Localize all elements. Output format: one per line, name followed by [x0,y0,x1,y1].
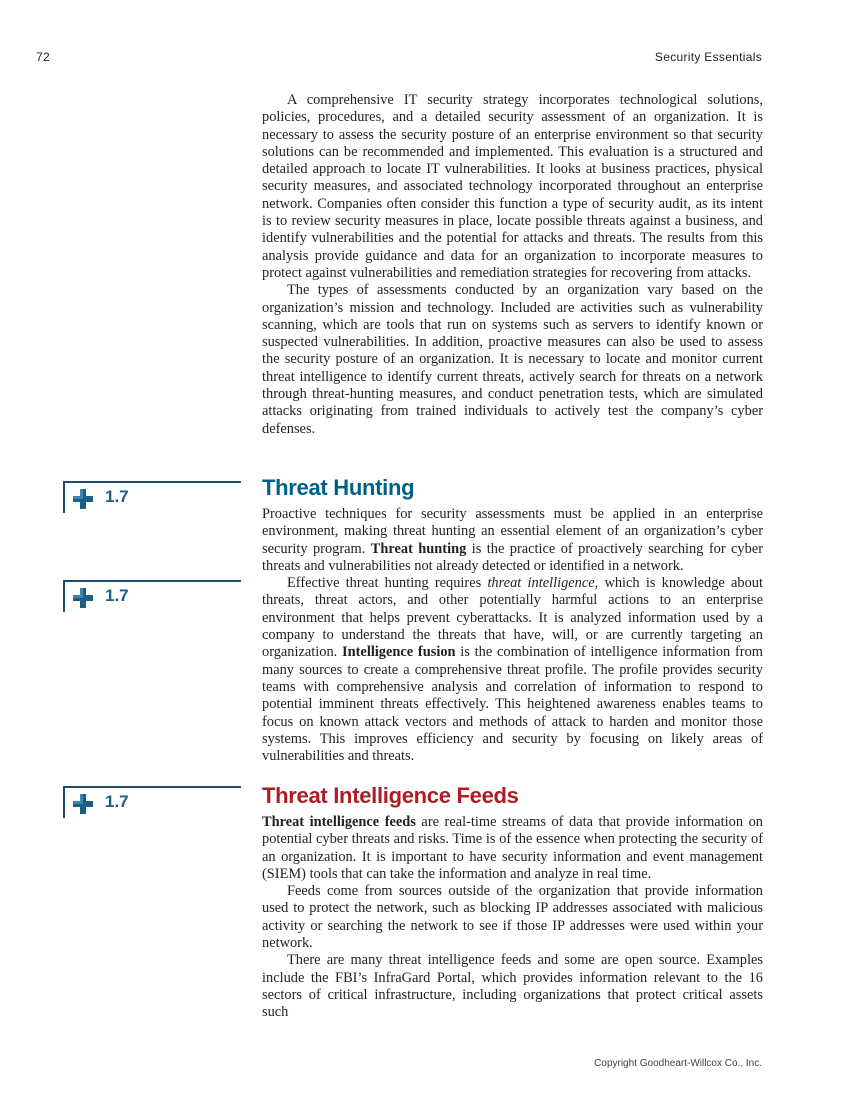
text: Feeds come from sources outside of the organization that provide information used to protect the network, such as blocking IP addresses associated with malicious activity or searching the network to see if those IP addresses were used within your network. [262,883,763,952]
objective-marker [63,580,241,612]
text: , which is knowledge about threats, threat actors, and other potentially harmful actions to an enterprise environment that helps prevent cyberattacks. It is analyzed information used by a company to understand the threats that have, will, or are currently targeting an organization. [262,575,763,661]
intro-text [262,92,763,438]
paragraph [262,575,763,765]
text: are real-time streams of data that provide information on potential cyber threats and risks. Time is of the essence when protecting the security of an organization. It is important to have security information and event management (SIEM) tools that can take the information and analyze in real time. [262,814,763,882]
text: The types of assessments conducted by an organization vary based on the organization’s mission and technology. Included are activities such as vulnerability scanning, which are tools that run on systems such as servers to identify known or suspected vulnerabilities. In addition, proactive measures can also be used to assess the security posture of an organization. It is necessary to locate and monitor current threat intelligence to identify current threats, actively search for threats on a network through threat-hunting measures, and conduct penetration tests, which are simulated attacks originating from trained individuals to actively test the company’s cyber defenses. [262,282,763,437]
objective-label: 1.7 [105,792,129,811]
plus-icon [73,489,93,509]
key-term: Intelligence fusion [342,644,456,661]
objective-label: 1.7 [105,586,129,605]
section-threat-hunting [262,474,763,765]
running-head: Security Essentials [654,50,762,64]
copyright: Copyright Goodheart-Willcox Co., Inc. [594,1058,762,1069]
text: A comprehensive IT security strategy incorporates technological solutions, policies, procedures, and a detailed security assessment of an organization. It is necessary to assess the security posture of an enterprise environment so that security solutions can be recommended and implemented. This evaluation is a structured and detailed approach to locate IT vulnerabilities. It looks at business practices, physical security measures, and associated technology incorporated throughout an enterprise network. Companies often consider this function a type of security audit, as its intent is to review security measures in place, locate possible threats against a business, and identify vulnerabilities and the potential for attacks and threats. The results from this analysis provide guidance and data for an organization to incorporate measures to protect against vulnerabilities and remediation strategies for recovering from attacks. [262,92,763,281]
emphasis: threat intelligence [487,575,595,592]
paragraph [262,952,763,1021]
section-heading: Threat Hunting [262,475,415,500]
key-term: Threat hunting [370,540,467,557]
section-heading: Threat Intelligence Feeds [262,783,519,808]
paragraph [262,883,763,952]
text: Proactive techniques for security assessments must be applied in an enterprise environment, making threat hunting an essential element of an organization’s cyber security program. [262,506,763,557]
paragraph [262,814,763,883]
plus-icon [73,794,93,814]
paragraph [262,506,763,575]
key-term: Threat intelligence feeds [262,814,416,830]
text: is the combination of intelligence information from many sources to create a comprehensive threat profile. The profile provides security teams with comprehensive analysis and correlation of information to respond to potential imminent threats effectively. This heightened awareness enables teams to focus on known attack vectors and methods of attack to harden and monitor those systems. This improves efficiency and security by focusing on likely areas of vulnerabilities and threats. [262,644,763,765]
text: is the practice of proactively searching for cyber threats and vulnerabilities not already detected or identified in a network. [262,540,763,574]
objective-marker [63,786,241,818]
paragraph [262,92,763,282]
text: Effective threat hunting requires [287,575,488,592]
plus-icon [73,588,93,608]
section-threat-intelligence-feeds [262,782,763,1022]
paragraph [262,282,763,438]
text: There are many threat intelligence feeds and some are open source. Examples include the FBI’s InfraGard Portal, which provides information relevant to the 16 sectors of critical infrastructure, including organizations that protect critical assets such [262,952,763,1021]
objective-label: 1.7 [105,487,129,506]
page-number: 72 [36,50,50,64]
objective-marker [63,481,241,513]
